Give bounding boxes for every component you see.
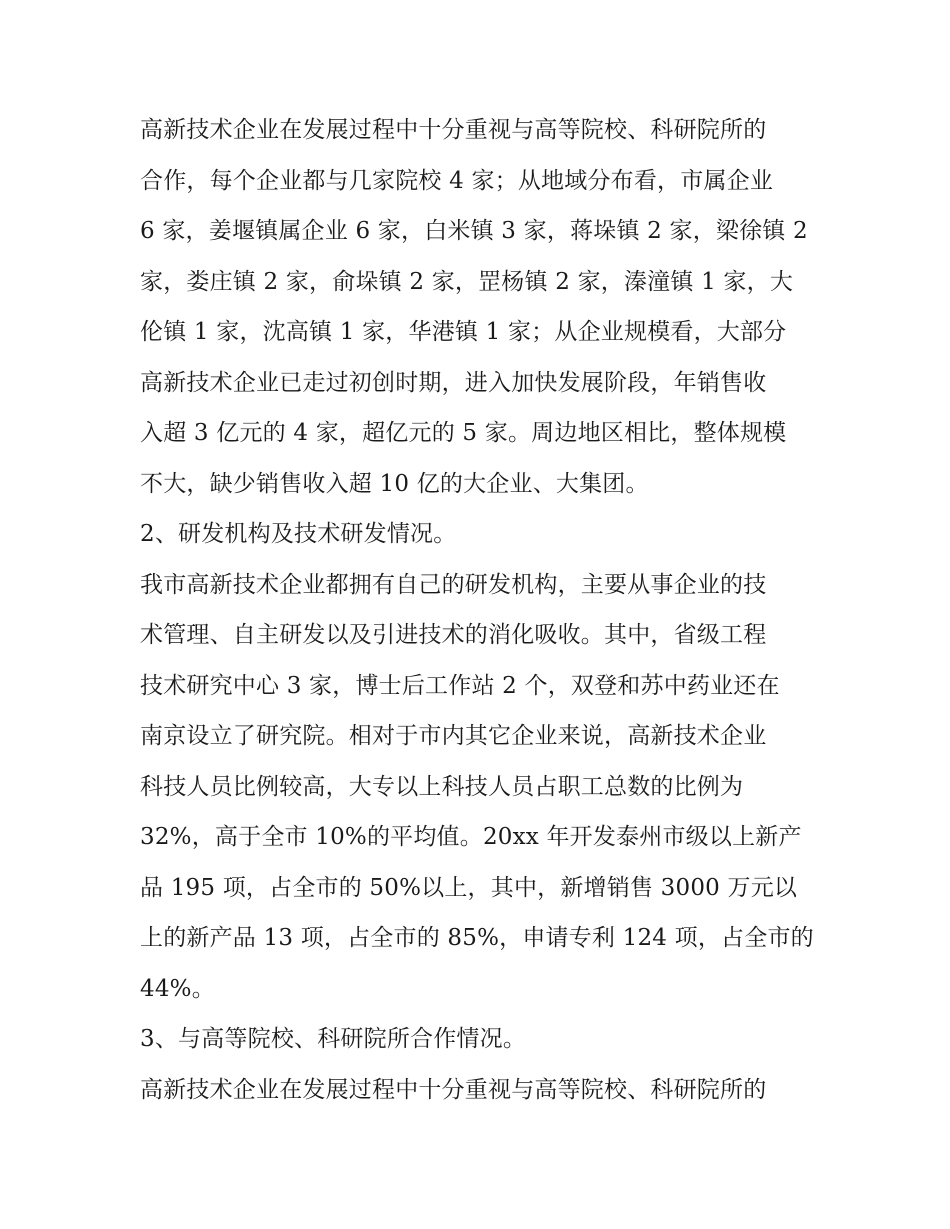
- text-line: 高新技术企业在发展过程中十分重视与高等院校、科研院所的: [140, 1077, 767, 1103]
- text-line: 入超 3 亿元的 4 家，超亿元的 5 家。周边地区相比，整体规模: [140, 420, 787, 446]
- text-line: 南京设立了研究院。相对于市内其它企业来说，高新技术企业: [140, 723, 767, 749]
- text-line: 高新技术企业在发展过程中十分重视与高等院校、科研院所的: [140, 117, 767, 143]
- text-line: 伦镇 1 家，沈高镇 1 家，华港镇 1 家；从企业规模看，大部分: [140, 319, 787, 345]
- text-line: 44%。: [140, 976, 215, 1002]
- section-heading: 2、研发机构及技术研发情况。: [140, 521, 457, 547]
- text-line: 6 家，姜堰镇属企业 6 家，白米镇 3 家，蒋垛镇 2 家，梁徐镇 2: [140, 218, 808, 244]
- text-line: 术管理、自主研发以及引进技术的消化吸收。其中，省级工程: [140, 622, 767, 648]
- text-line: 合作，每个企业都与几家院校 4 家；从地域分布看，市属企业: [140, 168, 774, 194]
- text-line: 32%，高于全市 10%的平均值。20xx 年开发泰州市级以上新产: [140, 824, 802, 850]
- text-line: 科技人员比例较高，大专以上科技人员占职工总数的比例为: [140, 774, 744, 800]
- text-line: 我市高新技术企业都拥有自己的研发机构，主要从事企业的技: [140, 572, 767, 598]
- text-line: 家，娄庄镇 2 家，俞垛镇 2 家，罡杨镇 2 家，溱潼镇 1 家，大: [140, 269, 794, 295]
- text-line: 上的新产品 13 项，占全市的 85%，申请专利 124 项，占全市的: [140, 925, 814, 951]
- text-line: 技术研究中心 3 家，博士后工作站 2 个，双登和苏中药业还在: [140, 673, 780, 699]
- section-heading: 3、与高等院校、科研院所合作情况。: [140, 1026, 527, 1052]
- text-line: 高新技术企业已走过初创时期，进入加快发展阶段，年销售收: [140, 370, 767, 396]
- text-line: 不大，缺少销售收入超 10 亿的大企业、大集团。: [140, 471, 649, 497]
- text-line: 品 195 项，占全市的 50%以上，其中，新增销售 3000 万元以: [140, 875, 798, 901]
